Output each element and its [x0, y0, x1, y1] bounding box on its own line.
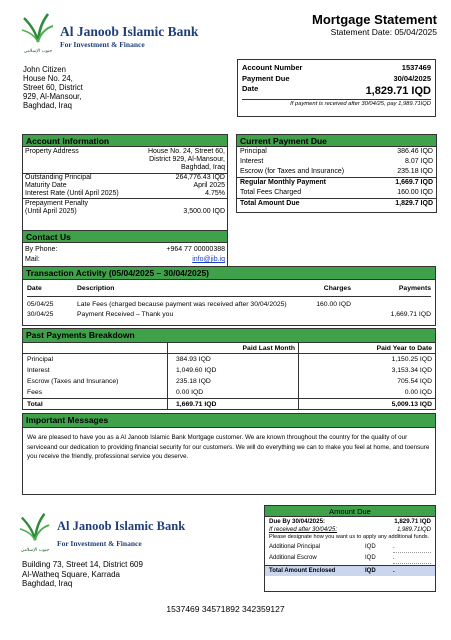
- scan-line-code: 1537469 34571892 342359127: [166, 604, 285, 614]
- col-paid-last-month: Paid Last Month: [242, 344, 295, 352]
- total-enclosed-label: Total Amount Enclosed: [269, 567, 336, 574]
- past-total-row: [23, 398, 435, 410]
- currency-label: IQD: [365, 554, 376, 561]
- palm-leaf-icon: [20, 12, 56, 44]
- transaction-charges: 160.00 IQD: [316, 301, 351, 308]
- bank-name: Al Janoob Islamic Bank: [57, 519, 186, 533]
- late-payment-note: If payment is received after 30/04/25, pay 1,989.71IQD: [242, 99, 431, 109]
- transaction-description: Payment Received – Thank you: [77, 311, 174, 318]
- contact-panel: [22, 231, 228, 267]
- past-row-last-month: 1,669.71 IQD: [176, 401, 217, 408]
- prepayment-penalty-label: Prepayment Penalty: [25, 200, 89, 207]
- past-row-ytd: 705.54 IQD: [298, 376, 435, 387]
- palm-leaf-icon: [18, 511, 52, 543]
- transaction-heading: Transaction Activity (05/04/2025 – 30/04/2025): [23, 267, 435, 280]
- account-number: 1537469: [401, 63, 431, 72]
- address-line: House No. 24,: [23, 74, 73, 83]
- past-row-ytd: 3,153.34 IQD: [298, 365, 435, 376]
- additional-principal-label: Additional Principal: [269, 543, 321, 550]
- past-header-row: [23, 343, 435, 354]
- interest-rate-label: Interest Rate (Until April 2025): [25, 190, 119, 197]
- property-address: House No. 24, Street 60, District 929, Al-Mansour, Baghdad, Iraq: [147, 148, 225, 171]
- past-payment-row: [23, 354, 435, 365]
- payment-due: 30/04/2025: [393, 74, 431, 83]
- col-description: Description: [77, 284, 115, 292]
- transaction-description: Late Fees (charged because payment was received after 30/04/2025): [77, 301, 287, 308]
- payment-row: [237, 177, 436, 188]
- transaction-date: 30/04/25: [27, 311, 54, 318]
- date-label: Date: [242, 84, 259, 93]
- logo-arabic-name: جنوب الإسلامي: [23, 49, 53, 54]
- payment-row-value: 235.18 IQD: [397, 168, 433, 175]
- past-row-ytd: 0.00 IQD: [298, 387, 435, 398]
- outstanding-principal-label: Outstanding Principal: [25, 174, 92, 181]
- transaction-payments: 1,669.71 IQD: [390, 311, 431, 318]
- past-row-label: Principal: [23, 354, 168, 365]
- col-payments: Payments: [398, 284, 431, 292]
- logo-emblem: [20, 12, 56, 54]
- transaction-payments: [351, 300, 431, 310]
- past-row-last-month: 235.18 IQD: [176, 378, 211, 385]
- transaction-date: 05/04/25: [27, 301, 54, 308]
- logo-arabic-name: جنوب الإسلامي: [20, 548, 50, 553]
- interest-rate: 4.75%: [205, 190, 225, 197]
- payment-row-label: Total Fees Charged: [240, 189, 302, 196]
- customer-address: [23, 65, 83, 110]
- past-payment-row: [23, 376, 435, 387]
- late-label: If received after 30/04/25:: [269, 527, 338, 533]
- address-line: Street 60, District: [23, 83, 83, 92]
- past-row-label: Fees: [23, 387, 168, 398]
- past-payments-panel: [22, 328, 436, 410]
- account-number-label: Account Number: [242, 63, 303, 72]
- additional-principal-input[interactable]: .: [393, 542, 431, 553]
- logo-emblem: [18, 511, 52, 553]
- additional-escrow-label: Additional Escrow: [269, 554, 317, 561]
- transaction-row: [27, 300, 431, 310]
- maturity-date: April 2025: [193, 182, 225, 189]
- currency-label: IQD: [365, 567, 376, 574]
- payment-row-label: Escrow (for Taxes and Insurance): [240, 168, 345, 175]
- past-payments-heading: Past Payments Breakdown: [23, 329, 435, 343]
- current-payment-panel: [236, 134, 437, 213]
- account-information-heading: Account Information: [23, 135, 227, 147]
- contact-heading: Contact Us: [23, 231, 227, 243]
- past-row-last-month: 0.00 IQD: [176, 389, 204, 396]
- maturity-date-label: Maturity Date: [25, 182, 67, 189]
- address-line: Baghdad, Iraq: [23, 101, 72, 110]
- payment-row: [237, 198, 436, 209]
- currency-label: IQD: [365, 543, 376, 550]
- past-payment-row: [23, 365, 435, 376]
- payment-row-value: 8.07 IQD: [404, 158, 433, 165]
- total-enclosed-input[interactable]: .: [393, 567, 395, 574]
- col-date: Date: [27, 284, 42, 292]
- transaction-charges: [311, 310, 351, 320]
- payment-row-label: Interest: [240, 158, 264, 165]
- prepayment-period: (Until April 2025): [25, 208, 77, 215]
- bank-tagline: For Investment & Finance: [57, 539, 142, 548]
- account-summary-box: [237, 59, 436, 117]
- phone-label: By Phone:: [25, 246, 58, 253]
- past-row-last-month: 384.93 IQD: [176, 356, 211, 363]
- phone-number: +964 77 00000388: [166, 246, 225, 253]
- bank-logo-bottom: [18, 511, 185, 553]
- instruction-text: Please designate how you want us to apply any additional funds.: [269, 534, 430, 540]
- bank-logo-top: [20, 12, 198, 54]
- messages-body: We are pleased to have you as a Al Janoob Islamic Bank Mortgage customer. We are known throughout the country for the quality of our serviceand our dedication to providing financial security for our customers. We will do everything we can to make you feel at home, and toensure you receive the friendly, professional service you deserve.: [27, 434, 430, 460]
- amount-due-big: 1,829.71 IQD: [365, 85, 431, 97]
- due-by-amount: 1,829.71 IQD: [394, 518, 431, 525]
- payment-row-label: Regular Monthly Payment: [240, 179, 326, 186]
- past-row-label: Escrow (Taxes and Insurance): [23, 376, 168, 387]
- property-address-label: Property Address: [25, 148, 79, 155]
- late-amount: 1,989.71IQD: [396, 527, 431, 533]
- bank-tagline: For Investment & Finance: [60, 40, 145, 49]
- additional-escrow-row: [269, 553, 431, 564]
- page-title: Mortgage Statement: [312, 12, 437, 27]
- col-paid-ytd: Paid Year to Date: [298, 343, 435, 354]
- past-row-ytd: 1,150.25 IQD: [298, 354, 435, 365]
- address-line: Baghdad, Iraq: [22, 579, 73, 588]
- statement-date: Statement Date: 05/04/2025: [330, 27, 437, 37]
- transaction-panel: [22, 266, 436, 326]
- past-row-ytd: 5,009.13 IQD: [298, 399, 435, 410]
- outstanding-principal: 264,776.43 IQD: [175, 174, 225, 181]
- address-line: Al-Watheq Square, Karrada: [22, 569, 120, 579]
- additional-escrow-input[interactable]: .: [393, 553, 431, 564]
- payment-row-value: 160.00 IQD: [397, 189, 433, 196]
- payment-due-label: Payment Due: [242, 74, 290, 83]
- transaction-header-row: [27, 280, 431, 297]
- messages-heading: Important Messages: [23, 414, 435, 428]
- amount-due-heading: Amount Due: [265, 506, 435, 517]
- amount-due-coupon: [264, 505, 436, 592]
- payment-row: [237, 157, 436, 167]
- address-line: Building 73, Street 14, District 609: [22, 560, 143, 569]
- additional-principal-row: [269, 542, 431, 553]
- address-line: 929, Al-Mansour,: [23, 92, 82, 101]
- email-link[interactable]: info@jib.iq: [192, 256, 225, 263]
- due-by-label: Due By 30/04/2025:: [269, 518, 326, 525]
- col-charges: Charges: [323, 284, 351, 292]
- prepayment-penalty: 3,500.00 IQD: [183, 208, 225, 215]
- customer-name: John Citizen: [23, 65, 66, 74]
- payment-row: [237, 167, 436, 177]
- total-enclosed-row: [265, 565, 435, 576]
- past-row-last-month: 1,049.60 IQD: [176, 367, 217, 374]
- payment-row: [237, 188, 436, 198]
- payment-row: [237, 147, 436, 157]
- past-row-label: Interest: [23, 365, 168, 376]
- payment-row-value: 386.46 IQD: [397, 148, 433, 155]
- payment-row-label: Total Amount Due: [240, 200, 300, 207]
- past-row-label: Total: [23, 399, 168, 410]
- transaction-row: [27, 310, 431, 320]
- current-payment-heading: Current Payment Due: [237, 135, 436, 147]
- bank-name: Al Janoob Islamic Bank: [60, 24, 199, 39]
- payment-row-label: Principal: [240, 148, 267, 155]
- bank-address: [22, 560, 143, 589]
- mail-label: Mail:: [25, 256, 40, 263]
- payment-row-value: 1,669.7 IQD: [395, 179, 433, 186]
- account-information-panel: [22, 134, 228, 231]
- past-payment-row: [23, 387, 435, 398]
- messages-panel: [22, 413, 436, 495]
- payment-row-value: 1,829.7 IQD: [395, 200, 433, 207]
